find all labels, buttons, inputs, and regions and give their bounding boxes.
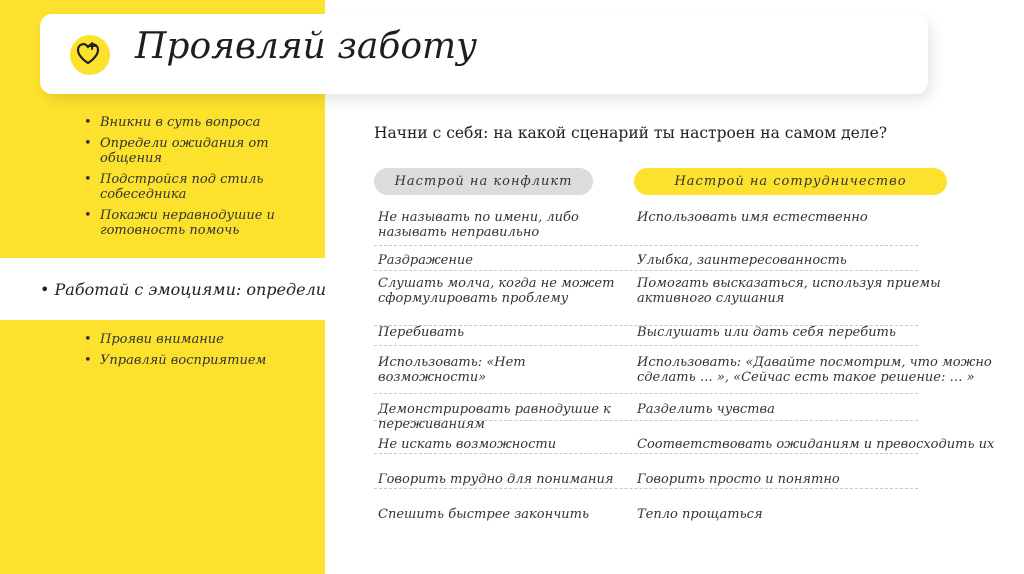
conflict-cell: Раздражение [378, 253, 473, 268]
row-divider [374, 453, 918, 454]
page-title: Проявляй заботу [135, 26, 478, 67]
conflict-cell: Не называть по имени, либо называть неправильно [378, 210, 579, 240]
cooperation-header: Настрой на сотрудничество [634, 168, 947, 195]
cooperation-cell: Использовать имя естественно [637, 210, 868, 225]
list-item: • Управляй восприятием [84, 353, 304, 368]
conflict-cell: Использовать: «Нет возможности» [378, 355, 526, 385]
row-divider [374, 420, 918, 421]
list-item: • Прояви внимание [84, 332, 304, 347]
conflict-cell: Слушать молча, когда не может сформулировать проблему [378, 276, 615, 306]
row-divider [374, 245, 918, 246]
heart-plus-icon [62, 29, 114, 81]
row-divider [374, 270, 918, 271]
list-item: • Покажи неравнодушие и готовность помочь [84, 208, 304, 238]
cooperation-cell: Соответствовать ожиданиям и превосходить их [637, 437, 995, 452]
cooperation-cell: Разделить чувства [637, 402, 775, 417]
row-divider [374, 393, 918, 394]
emotions-heading: • Работай с эмоциями: определи [40, 280, 327, 299]
cooperation-cell: Выслушать или дать себя перебить [637, 325, 896, 340]
conflict-cell: Демонстрировать равнодушие к переживаниям [378, 402, 611, 432]
cooperation-cell: Тепло прощаться [637, 507, 763, 522]
conflict-cell: Перебивать [378, 325, 465, 340]
cooperation-cell: Говорить просто и понятно [637, 472, 840, 487]
conflict-cell: Не искать возможности [378, 437, 557, 452]
list-item: • Вникни в суть вопроса [84, 115, 304, 130]
scenario-question: Начни с себя: на какой сценарий ты настроен на самом деле? [374, 124, 888, 142]
care-steps-list [84, 115, 304, 244]
conflict-header: Настрой на конфликт [374, 168, 593, 195]
conflict-cell: Говорить трудно для понимания [378, 472, 614, 487]
cooperation-cell: Улыбка, заинтересованность [637, 253, 847, 268]
row-divider [374, 345, 918, 346]
list-item: • Определи ожидания от общения [84, 136, 304, 166]
list-item: • Подстройся под стиль собеседника [84, 172, 304, 202]
row-divider [374, 488, 918, 489]
cooperation-cell: Использовать: «Давайте посмотрим, что можно сделать … », «Сейчас есть такое решение: … » [637, 355, 992, 385]
emotion-steps-list [84, 332, 304, 374]
conflict-cell: Спешить быстрее закончить [378, 507, 590, 522]
cooperation-cell: Помогать высказаться, используя приемы активного слушания [637, 276, 941, 306]
